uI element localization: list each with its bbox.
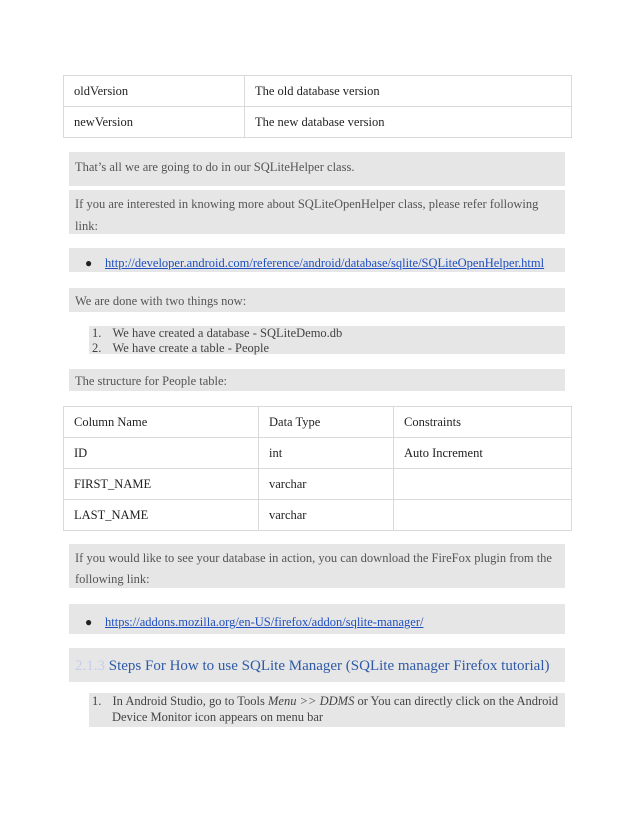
table-cell: varchar — [259, 500, 394, 531]
table-row — [64, 500, 572, 531]
table-header-row — [64, 407, 572, 438]
bullet-icon: ● — [85, 615, 93, 629]
column-header: Data Type — [259, 407, 394, 438]
table-cell — [394, 500, 572, 531]
paragraph: If you are interested in knowing more about SQLiteOpenHelper class, please refer following — [75, 197, 539, 211]
list-text: We have create a table - People — [112, 341, 270, 355]
paragraph: If you would like to see your database in action, you can download the FireFox plugin from the — [75, 551, 552, 565]
paragraph: We are done with two things now: — [75, 294, 247, 308]
reference-link[interactable]: http://developer.android.com/reference/android/database/sqlite/SQLiteOpenHelper.html — [105, 256, 545, 270]
table-cell: FIRST_NAME — [64, 469, 259, 500]
section-title: Steps For How to use SQLite Manager (SQLite manager Firefox tutorial) — [108, 658, 550, 674]
list-number: 1. — [92, 694, 102, 708]
table-cell: oldVersion — [64, 76, 245, 107]
table-cell: int — [259, 438, 394, 469]
table-row — [64, 469, 572, 500]
table-row — [64, 107, 572, 138]
table-cell — [394, 469, 572, 500]
table-cell: newVersion — [64, 107, 245, 138]
column-header: Column Name — [64, 407, 259, 438]
table-cell: ID — [64, 438, 259, 469]
paragraph: That’s all we are going to do in our SQLiteHelper class. — [75, 160, 355, 174]
people-table — [63, 406, 572, 531]
list-text: In Android Studio, go to Tools Menu >> DDMS or You can directly click on the Android — [112, 694, 559, 708]
paragraph: The structure for People table: — [75, 374, 228, 388]
table-cell: The new database version — [245, 107, 572, 138]
table-row — [64, 438, 572, 469]
column-header: Constraints — [394, 407, 572, 438]
list-item — [92, 341, 269, 356]
list-number: 2. — [92, 341, 102, 355]
list-item — [92, 326, 342, 341]
table-cell: varchar — [259, 469, 394, 500]
params-table — [63, 75, 572, 138]
section-number: 2.1.3 — [75, 658, 105, 674]
list-item — [92, 694, 558, 709]
table-row — [64, 76, 572, 107]
table-cell: LAST_NAME — [64, 500, 259, 531]
table-cell: The old database version — [245, 76, 572, 107]
paragraph: link: — [75, 219, 98, 233]
list-text-continued: Device Monitor icon appears on menu bar — [112, 710, 324, 724]
table-cell: Auto Increment — [394, 438, 572, 469]
plugin-link[interactable]: https://addons.mozilla.org/en-US/firefox/addon/sqlite-manager/ — [105, 615, 424, 629]
list-text: We have created a database - SQLiteDemo.db — [112, 326, 343, 340]
paragraph: following link: — [75, 572, 150, 586]
bullet-icon: ● — [85, 256, 93, 270]
section-heading — [75, 658, 550, 675]
list-number: 1. — [92, 326, 102, 340]
